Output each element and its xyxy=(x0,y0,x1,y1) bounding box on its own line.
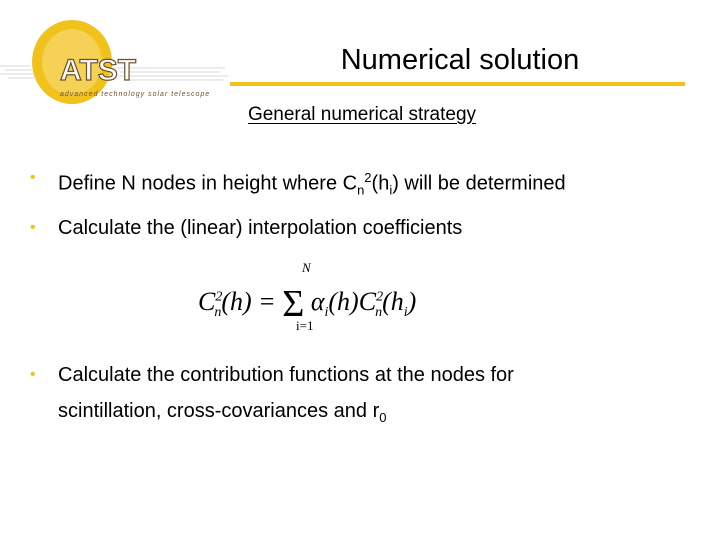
subtitle: General numerical strategy xyxy=(247,104,477,125)
bullet-dot-icon: • xyxy=(30,169,36,186)
atst-logo xyxy=(0,12,230,112)
bullet-dot-icon: • xyxy=(30,219,36,236)
sum-upper-limit: N xyxy=(302,260,311,275)
logo-tagline: advanced technology solar telescope xyxy=(60,91,211,98)
bullet-3-line-2: scintillation, cross-covariances and $r_0$ xyxy=(58,400,387,425)
bullet-dot-icon: • xyxy=(30,366,36,383)
interpolation-equation xyxy=(198,258,468,336)
logo-wordmark: ATST xyxy=(60,54,137,87)
bullet-1-text: Define N nodes in height where $C_n^2(h_i)$ will be determined xyxy=(58,170,566,198)
equation-body: $C^2_n(h) = \Sigma$ $\alpha_i(h)C^2_n(h_i)$ xyxy=(198,283,417,325)
page-title: Numerical solution xyxy=(340,44,580,76)
sum-lower-limit: i=1 xyxy=(296,318,314,333)
bullet-2-text: Calculate the (linear) interpolation coefficients xyxy=(58,217,463,239)
bullet-3-line-1: Calculate the contribution functions at the nodes for xyxy=(58,364,514,386)
title-underline-bar xyxy=(230,82,685,86)
